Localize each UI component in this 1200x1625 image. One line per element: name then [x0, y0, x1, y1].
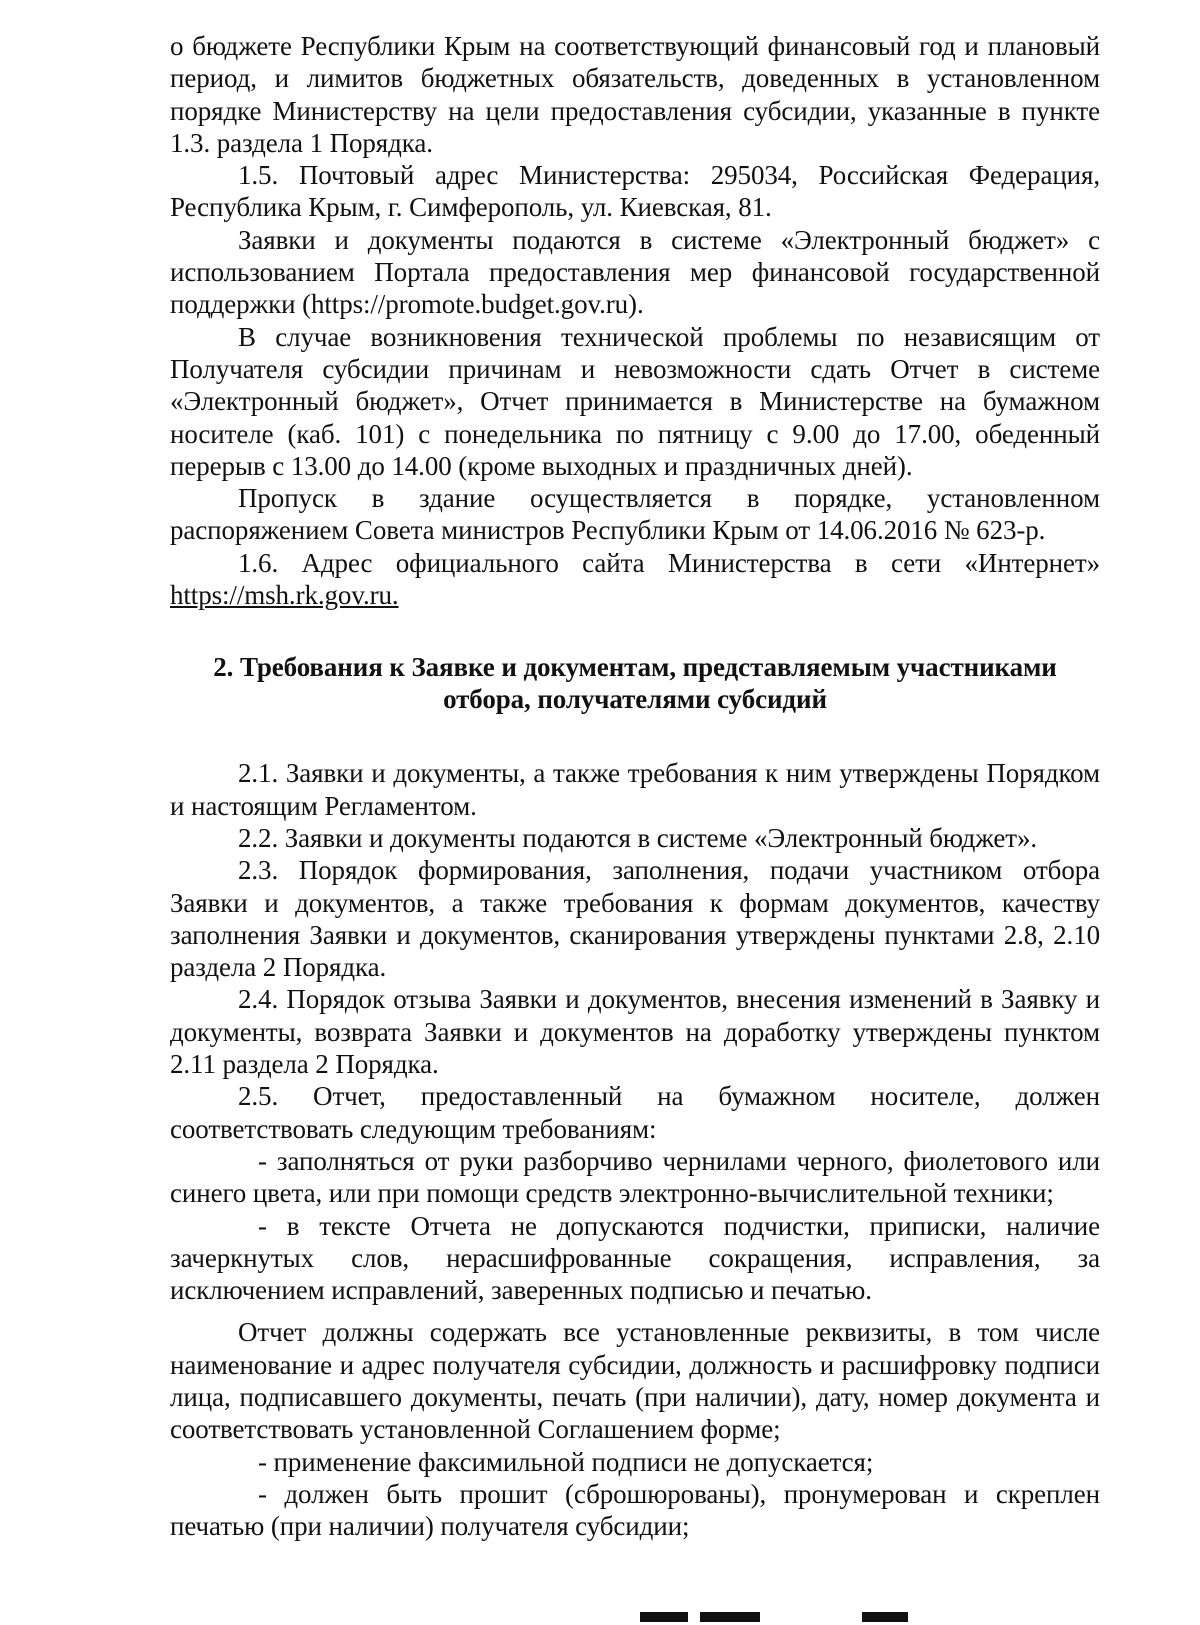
website-label: 1.6. Адрес официального сайта Министерства в сети «Интернет» — [238, 547, 1100, 578]
paragraph-2-5: 2.5. Отчет, предоставленный на бумажном носителе, должен соответствовать следующим требованиям: — [170, 1081, 1100, 1144]
list-item-handwritten: - заполняться от руки разборчиво чернилами черного, фиолетового или синего цвета, или при помощи средств электронно-вычислительной техники; — [170, 1145, 1100, 1209]
list-item-bound-numbered: - должен быть прошит (сброшюрованы), пронумерован и скреплен печатью (при наличии) получателя субсидии; — [170, 1478, 1100, 1542]
paragraph-technical-problem: В случае возникновения технической проблемы по независящим от Получателя субсидии причинам и невозможности сдать Отчет в системе «Электронный бюджет», Отчет принимается в Министерстве на бумажном носителе (каб. 101) с понедельника по пятницу с 9.00 до 17.00, обеденный перерыв с 13.00 до 14.00 (кроме выходных и праздничных дней). — [170, 321, 1100, 481]
list-item-no-facsimile: - применение факсимильной подписи не допускается; — [258, 1446, 874, 1477]
paragraph-2-4: 2.4. Порядок отзыва Заявки и документов, внесения изменений в Заявку и документы, возврата Заявки и документов на доработку утверждены пунктом 2.11 раздела 2 Порядка. — [170, 984, 1100, 1080]
scan-edge-mark — [700, 1612, 760, 1622]
scan-edge-mark — [640, 1612, 688, 1622]
paragraph-continuation: о бюджете Республики Крым на соответствующий финансовый год и плановый период, и лимитов бюджетных обязательств, доведенных в установленном порядке Министерству на цели предоставления субсидии, указанные в пункте 1.3. раздела 1 Порядка. — [170, 31, 1100, 158]
paragraph-2-1: 2.1. Заявки и документы, а также требования к ним утверждены Порядком и настоящим Регламентом. — [170, 758, 1100, 821]
paragraph-applications-system: Заявки и документы подаются в системе «Электронный бюджет» с использованием Портала предоставления мер финансовой государственной поддержки (https://promote.budget.gov.ru). — [170, 224, 1100, 320]
website-link[interactable]: https://msh.rk.gov.ru. — [170, 580, 399, 611]
scan-edge-mark — [862, 1612, 908, 1622]
paragraph-1-6-website — [170, 547, 1100, 612]
section-2-heading-line-1: 2. Требования к Заявке и документам, представляемым участниками — [213, 652, 1057, 683]
paragraph-building-pass: Пропуск в здание осуществляется в порядке, установленном распоряжением Совета министров Республики Крым от 14.06.2016 № 623-р. — [170, 483, 1100, 546]
paragraph-report-requisites: Отчет должны содержать все установленные реквизиты, в том числе наименование и адрес получателя субсидии, должность и расшифровку подписи лица, подписавшего документы, печать (при наличии), дату, номер документа и соответствовать установленной Соглашением форме; — [170, 1317, 1100, 1445]
paragraph-2-2: 2.2. Заявки и документы подаются в системе «Электронный бюджет». — [238, 822, 1038, 853]
section-2-heading — [170, 651, 1100, 715]
document-page — [170, 30, 1100, 1542]
paragraph-1-5-postal-address: 1.5. Почтовый адрес Министерства: 295034, Российская Федерация, Республика Крым, г. Симферополь, ул. Киевская, 81. — [170, 160, 1100, 223]
section-2-heading-line-2: отбора, получателями субсидий — [443, 684, 827, 715]
paragraph-gap — [170, 1306, 1100, 1316]
paragraph-2-3: 2.3. Порядок формирования, заполнения, подачи участником отбора Заявки и документов, а также требования к формам документов, качеству заполнения Заявки и документов, сканирования утверждены пунктами 2.8, 2.10 раздела 2 Порядка. — [170, 855, 1100, 983]
list-item-no-erasures: - в тексте Отчета не допускаются подчистки, приписки, наличие зачеркнутых слов, нерасшифрованные сокращения, исправления, за исключением исправлений, заверенных подписью и печатью. — [170, 1210, 1100, 1306]
